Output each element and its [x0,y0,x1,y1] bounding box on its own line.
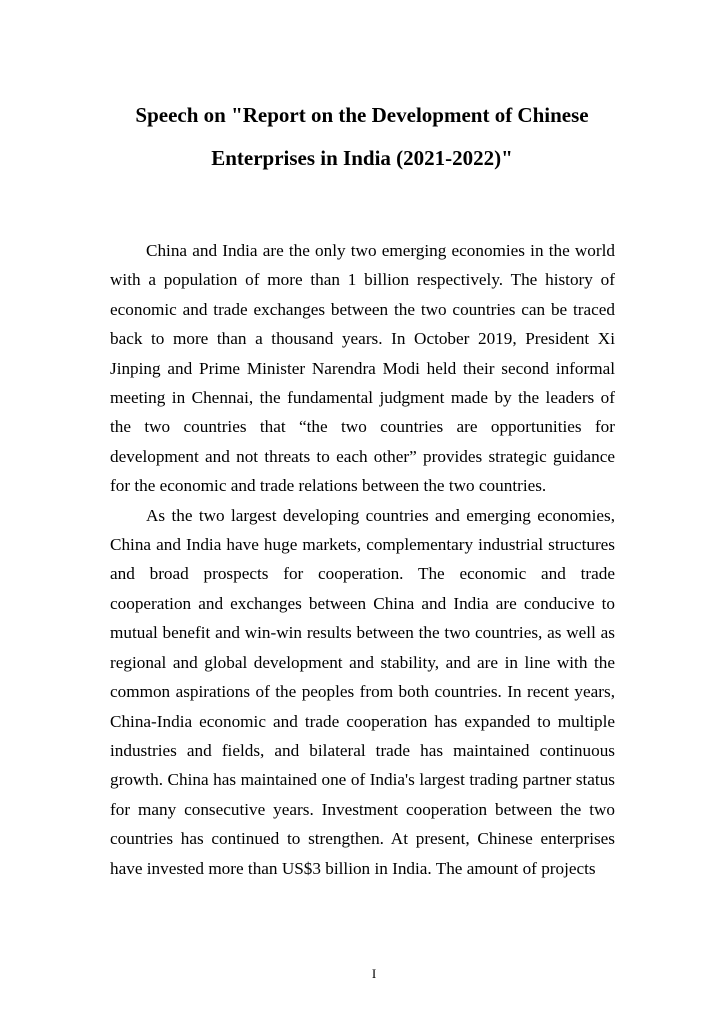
paragraph-1: China and India are the only two emerging economies in the world with a population of more than 1 billion respectively. The history of economic and trade exchanges between the two countries can be traced back to more than a thousand years. In October 2019, President Xi Jinping and Prime Minister Narendra Modi held their second informal meeting in Chennai, the fundamental judgment made by the leaders of the two countries that “the two countries are opportunities for development and not threats to each other” provides strategic guidance for the economic and trade relations between the two countries. [110,241,615,496]
document-title-line-2: Enterprises in India (2021-2022)" [211,146,513,170]
page-number: I [371,966,377,981]
document-body [110,236,615,883]
paragraph-2: As the two largest developing countries and emerging economies, China and India have huge markets, complementary industrial structures and broad prospects for cooperation. The economic and trade cooperation and exchanges between China and India are conducive to mutual benefit and win-win results between the two countries, as well as regional and global development and stability, and are in line with the common aspirations of the peoples from both countries. In recent years, China-India economic and trade cooperation has expanded to multiple industries and fields, and bilateral trade has maintained continuous growth. China has maintained one of India's largest trading partner status for many consecutive years. Investment cooperation between the two countries has continued to strengthen. At present, Chinese enterprises have invested more than US$3 billion in India. The amount of projects [110,505,615,878]
document-title-line-1: Speech on "Report on the Development of Chinese [135,103,589,127]
